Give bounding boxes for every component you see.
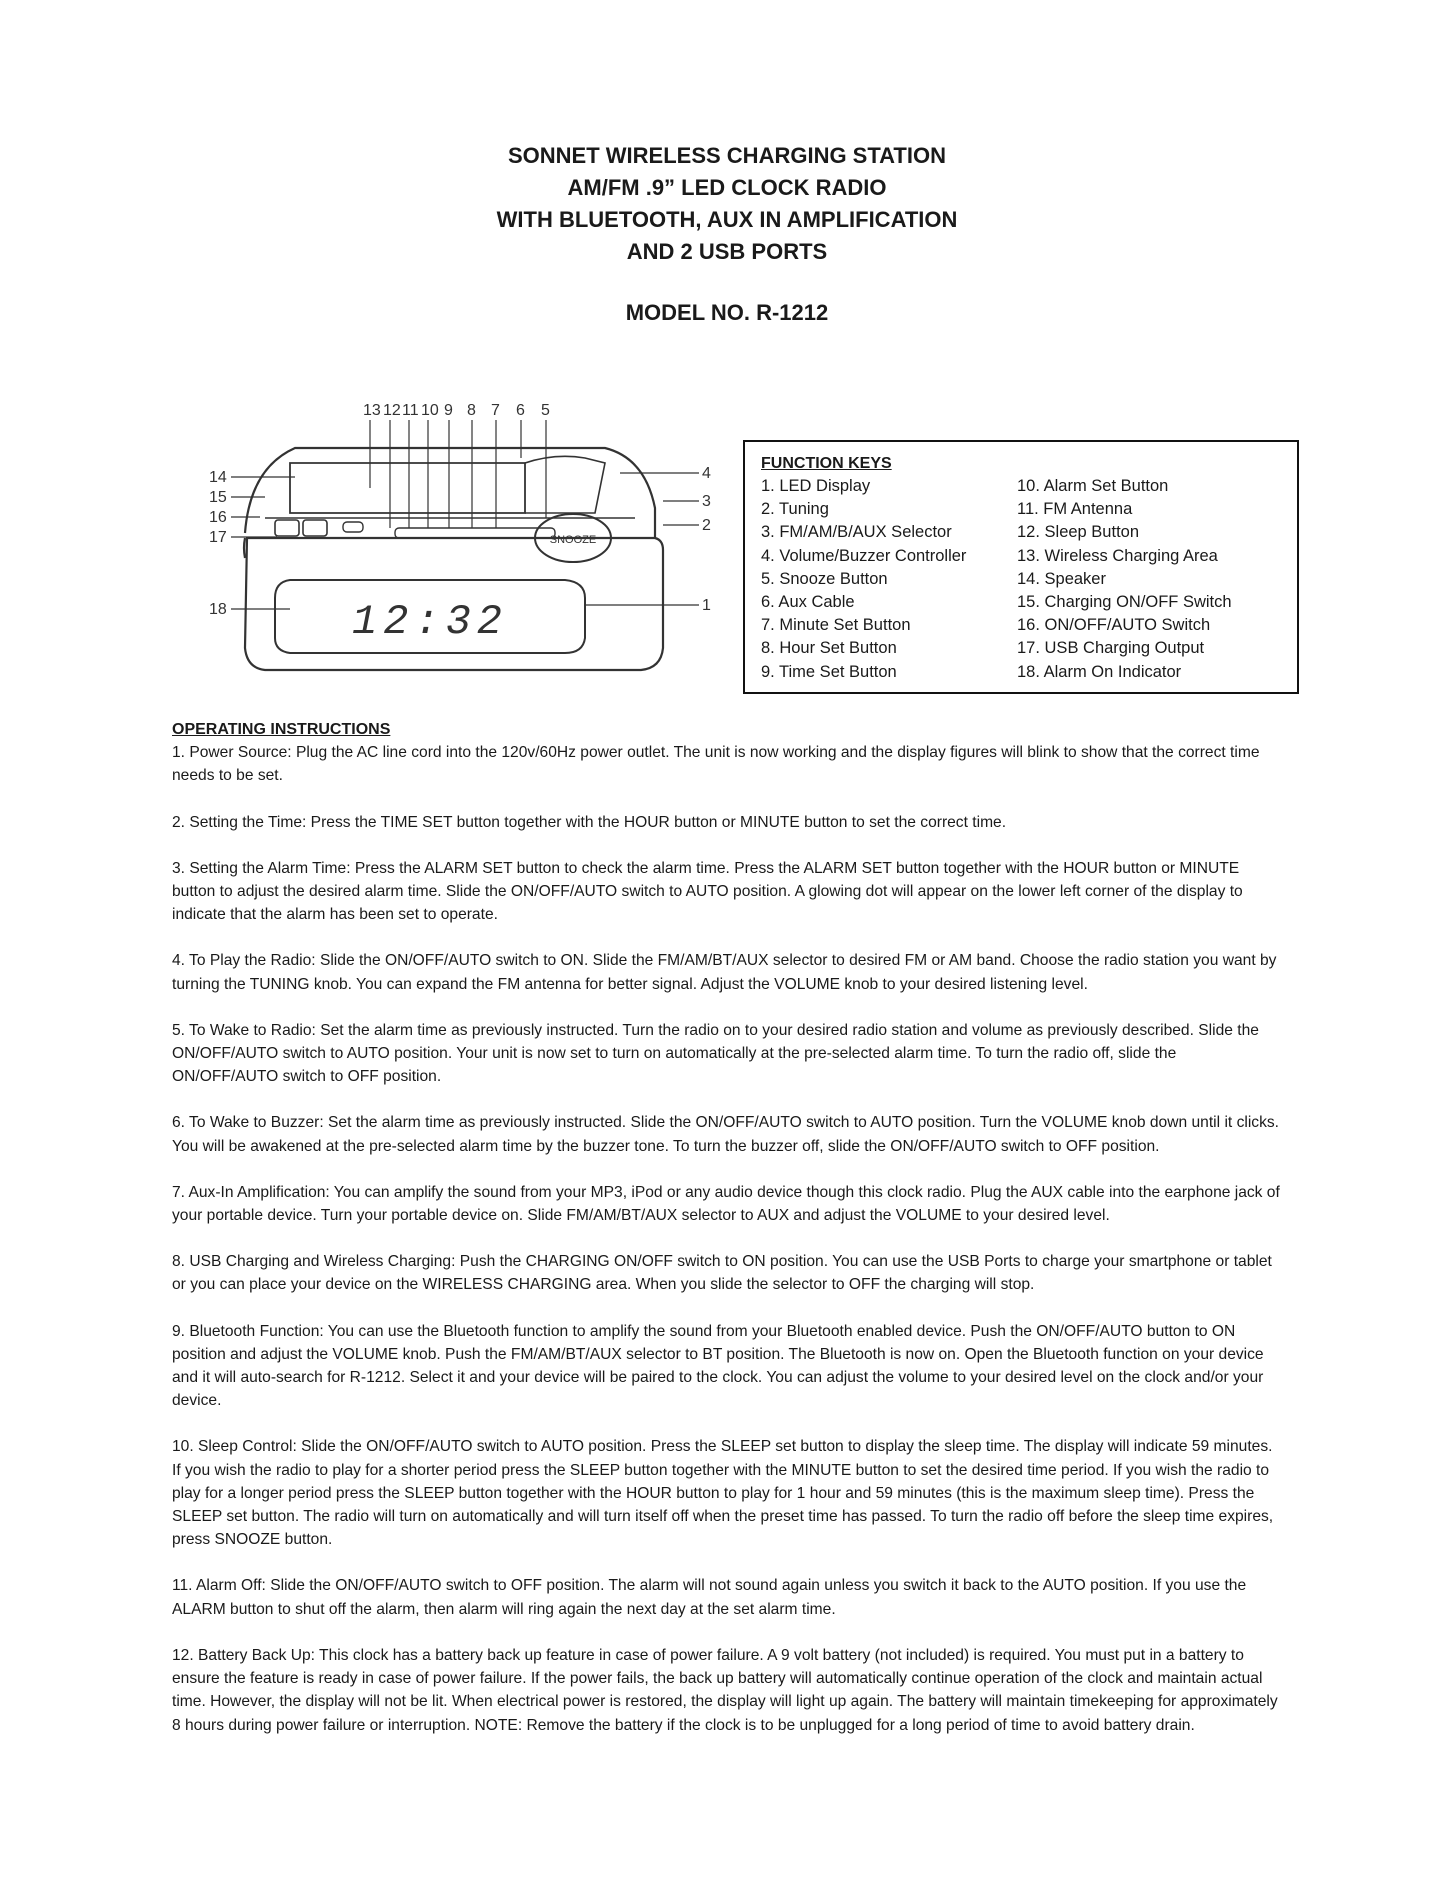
- function-key-item: 17. USB Charging Output: [1017, 639, 1205, 658]
- instruction-paragraph: 7. Aux-In Amplification: You can amplify the sound from your MP3, iPod or any audio device though this clock radio. Plug the AUX cable into the earphone jack of your portable device. Turn your portable device on. Slide FM/AM/BT/AUX selector to AUX and adjust the VOLUME to your desired level.: [172, 1183, 1280, 1225]
- section-title: OPERATING INSTRUCTIONS: [172, 721, 391, 738]
- function-key-item: 3. FM/AM/B/AUX Selector: [761, 523, 952, 542]
- instruction-paragraph: 12. Battery Back Up: This clock has a battery back up feature in case of power failure. A 9 volt battery (not included) is required. You must put in a battery to ensure the feature is ready in case of power failure. If the power fails, the back up battery will automatically continue operation of the clock and maintain actual time. However, the display will not be lit. When electrical power is restored, the display will light up again. The battery will maintain timekeeping for approximately 8 hours during power failure or interruption. NOTE: Remove the battery if the clock is to be unplugged for a long period of time to avoid battery drain.: [172, 1646, 1278, 1734]
- callout-17: 17: [209, 529, 227, 546]
- callout-7: 7: [491, 402, 500, 419]
- function-key-item: 7. Minute Set Button: [761, 616, 911, 635]
- callout-5: 5: [541, 402, 550, 419]
- callout-9: 9: [444, 402, 453, 419]
- function-key-item: 11. FM Antenna: [1017, 500, 1133, 519]
- instruction-paragraph: 8. USB Charging and Wireless Charging: Push the CHARGING ON/OFF switch to ON position. You can use the USB Ports to charge your smartphone or tablet or you can place your device on the WIRELESS CHARGING area. When you slide the selector to OFF the charging will stop.: [172, 1253, 1272, 1294]
- callout-3: 3: [702, 493, 711, 510]
- function-key-item: 5. Snooze Button: [761, 569, 888, 588]
- callout-6: 6: [516, 402, 525, 419]
- function-key-item: 12. Sleep Button: [1017, 523, 1140, 542]
- clock-radio-diagram: [165, 348, 755, 708]
- function-key-item: 2. Tuning: [761, 500, 829, 519]
- function-key-item: 10. Alarm Set Button: [1017, 477, 1169, 495]
- instruction-paragraph: 2. Setting the Time: Press the TIME SET button together with the HOUR button or MINUTE button to set the correct time.: [172, 813, 1007, 831]
- function-key-item: 4. Volume/Buzzer Controller: [761, 546, 967, 565]
- callout-18: 18: [209, 601, 227, 618]
- callout-14: 14: [209, 469, 227, 486]
- instruction-paragraph: 1. Power Source: Plug the AC line cord into the 120v/60Hz power outlet. The unit is now working and the display figures will blink to show that the correct time needs to be set.: [172, 744, 1260, 785]
- function-keys-title: FUNCTION KEYS: [761, 455, 892, 472]
- title-line: AM/FM .9” LED CLOCK RADIO: [567, 175, 887, 200]
- snooze-label: SNOOZE: [549, 534, 597, 546]
- title-line: WITH BLUETOOTH, AUX IN AMPLIFICATION: [496, 207, 958, 232]
- callout-2: 2: [702, 517, 711, 534]
- callout-11: 11: [402, 402, 419, 419]
- callout-10: 10: [421, 402, 439, 419]
- instruction-paragraph: 6. To Wake to Buzzer: Set the alarm time as previously instructed. Slide the ON/OFF/AUTO switch to AUTO position. Turn the VOLUME knob down until it clicks. You will be awakened at the pre-selected alarm time by the buzzer tone. To turn the buzzer off, slide the ON/OFF/AUTO switch to OFF position.: [172, 1114, 1280, 1155]
- operating-instructions: [172, 718, 1284, 1760]
- instruction-paragraph: 9. Bluetooth Function: You can use the Bluetooth function to amplify the sound from your Bluetooth enabled device. Push the ON/OFF/AUTO button to ON position and adjust the VOLUME knob. Push the FM/AM/BT/AUX selector to BT position. The Bluetooth is now on. Open the Bluetooth function on your device and it will auto-search for R-1212. Select it and your device will be paired to the clock. You can adjust the volume to your desired level on the clock and/or your device.: [172, 1322, 1264, 1410]
- callout-4: 4: [702, 465, 711, 482]
- function-key-item: 9. Time Set Button: [761, 662, 897, 681]
- model-number: MODEL NO. R-1212: [625, 300, 829, 325]
- function-key-item: 6. Aux Cable: [761, 593, 855, 612]
- function-key-item: 14. Speaker: [1017, 569, 1106, 588]
- title-line: AND 2 USB PORTS: [626, 239, 828, 264]
- instruction-paragraph: 10. Sleep Control: Slide the ON/OFF/AUTO switch to AUTO position. Press the SLEEP set button to display the sleep time. The display will indicate 59 minutes. If you wish the radio to play for a shorter period press the SLEEP button together with the MINUTE button to set the desired time period. If you wish the radio to play for a longer period press the SLEEP button together with the HOUR button to play for 1 hour and 59 minutes (this is the maximum sleep time). Press the SLEEP set button. The radio will turn on automatically and will turn itself off when the preset time has passed. To turn the radio off before the sleep time expires, press SNOOZE button.: [172, 1438, 1274, 1549]
- function-key-item: 15. Charging ON/OFF Switch: [1017, 593, 1232, 612]
- callout-13: 13: [363, 402, 381, 419]
- function-key-item: 13. Wireless Charging Area: [1017, 546, 1218, 565]
- title-line: SONNET WIRELESS CHARGING STATION: [508, 143, 946, 168]
- instruction-paragraph: 11. Alarm Off: Slide the ON/OFF/AUTO switch to OFF position. The alarm will not sound again unless you switch it back to the AUTO position. If you use the ALARM button to shut off the alarm, then alarm will ring again the next day at the set alarm time.: [172, 1577, 1247, 1618]
- function-keys-left-column: [761, 475, 966, 684]
- instruction-paragraph: 4. To Play the Radio: Slide the ON/OFF/AUTO switch to ON. Slide the FM/AM/BT/AUX selector to desired FM or AM band. Choose the radio station you want by turning the TUNING knob. You can expand the FM antenna for better signal. Adjust the VOLUME knob to your desired listening level.: [172, 952, 1277, 993]
- instruction-paragraph: 5. To Wake to Radio: Set the alarm time as previously instructed. Turn the radio on to your desired radio station and volume as previously described. Slide the ON/OFF/AUTO switch to AUTO position. Your unit is now set to turn on automatically at the pre-selected alarm time. To turn the radio off, slide the ON/OFF/AUTO switch to OFF position.: [172, 1021, 1259, 1086]
- function-key-item: 18. Alarm On Indicator: [1017, 662, 1182, 681]
- function-key-item: 16. ON/OFF/AUTO Switch: [1017, 616, 1211, 635]
- callout-8: 8: [467, 402, 476, 419]
- function-keys-box: [743, 440, 1299, 694]
- instruction-paragraph: 3. Setting the Alarm Time: Press the ALARM SET button to check the alarm time. Press the ALARM SET button together with the HOUR button or MINUTE button to adjust the desired alarm time. Slide the ON/OFF/AUTO switch to AUTO position. A glowing dot will appear on the lower left corner of the display to indicate that the alarm has been set to operate.: [172, 859, 1243, 924]
- function-key-item: 1. LED Display: [761, 477, 871, 495]
- function-key-item: 8. Hour Set Button: [761, 639, 897, 658]
- callout-16: 16: [209, 509, 227, 526]
- callout-15: 15: [209, 489, 227, 506]
- document-title: [0, 140, 1454, 268]
- callout-12: 12: [383, 402, 401, 419]
- led-display-time: 12:32: [351, 598, 509, 646]
- callout-1: 1: [702, 597, 711, 614]
- function-keys-right-column: [1017, 475, 1232, 684]
